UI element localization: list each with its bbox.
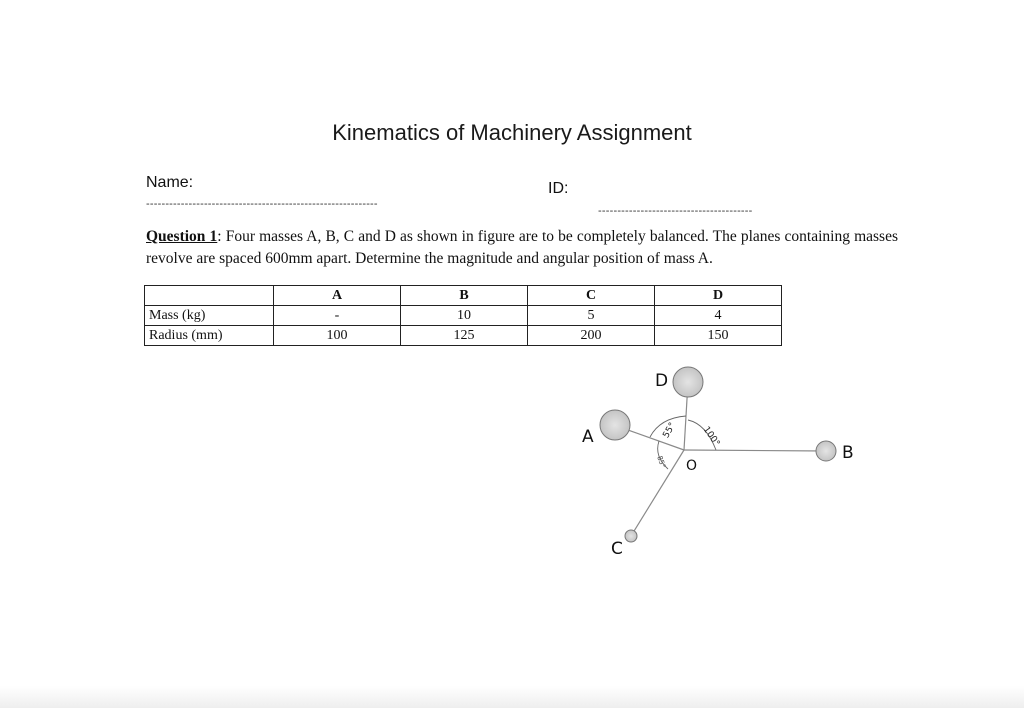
question-label: Question 1: [146, 228, 218, 245]
table-header-cell: C: [528, 286, 655, 306]
angle-label-db: 100°: [700, 424, 722, 449]
table-header-cell: D: [655, 286, 782, 306]
rod-b: [684, 450, 826, 451]
table-cell: 200: [528, 326, 655, 346]
name-label: Name:: [146, 174, 194, 191]
angle-label-ac: 85°: [655, 454, 667, 470]
table-cell: 5: [528, 306, 655, 326]
label-c: C: [611, 539, 623, 559]
label-o: O: [686, 458, 698, 474]
name-answer-line: ------------------------------------------------------------: [146, 198, 378, 210]
table-cell: 150: [655, 326, 782, 346]
id-answer-line: ----------------------------------------: [598, 205, 753, 217]
table-cell: 10: [401, 306, 528, 326]
table-header-cell: B: [401, 286, 528, 306]
bottom-shadow: [0, 686, 1024, 708]
table-cell: -: [274, 306, 401, 326]
mass-c: [625, 530, 637, 542]
label-b: B: [842, 443, 854, 463]
mass-d: [673, 367, 703, 397]
angle-label-ad: 55°: [661, 421, 679, 440]
id-label: ID:: [548, 180, 569, 197]
question-text: : Four masses A, B, C and D as shown in figure are to be completely balanced. The planes containing masses revolve are spaced 600mm apart. Determine the magnitude and angular position of mass A.: [146, 228, 898, 267]
document-title: Kinematics of Machinery Assignment: [332, 120, 692, 145]
table-cell: 4: [655, 306, 782, 326]
label-a: A: [582, 427, 594, 447]
mass-b: [816, 441, 836, 461]
label-d: D: [655, 371, 669, 391]
table-cell: 125: [401, 326, 528, 346]
row-label: Radius (mm): [145, 326, 274, 346]
row-label: Mass (kg): [145, 306, 274, 326]
table-header-cell: A: [274, 286, 401, 306]
table-cell: 100: [274, 326, 401, 346]
mass-a: [600, 410, 630, 440]
